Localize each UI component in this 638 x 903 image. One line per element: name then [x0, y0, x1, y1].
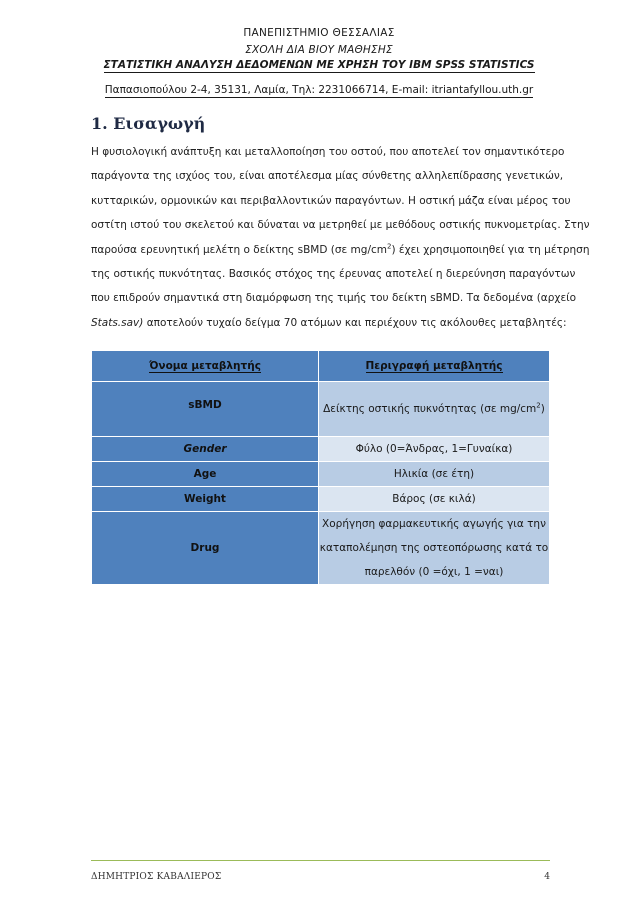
paragraph-line: κυτταρικών, ορμονικών και περιβαλλοντικών παραγόντων. Η οστική μάζα είναι μέρος του	[91, 194, 571, 207]
table-row	[92, 512, 550, 585]
variable-name: Weight	[92, 487, 319, 512]
variable-name: sBMD	[92, 382, 319, 437]
paragraph-line: της οστικής πυκνότητας. Βασικός στόχος της έρευνας αποτελεί η διερεύνηση παραγόντων	[91, 268, 576, 281]
table-row	[92, 487, 550, 512]
variable-name: Gender	[92, 437, 319, 462]
school-name: ΣΧΟΛΗ ΔΙΑ ΒΙΟΥ ΜΑΘΗΣΗΣ	[245, 44, 393, 56]
data-file-name: Stats.sav)	[91, 316, 144, 329]
table-header-row	[92, 351, 550, 382]
paragraph-line: παρούσα ερευνητική μελέτη ο δείκτης sBMD (σε $mg/cm^2$) έχει χρησιμοποιηθεί για τη μέτρηση	[91, 242, 590, 256]
variable-description: Βάρος (σε κιλά)	[319, 487, 550, 512]
variable-description: Φύλο (0=Άνδρας, 1=Γυναίκα)	[319, 437, 550, 462]
variables-table	[91, 350, 550, 585]
variable-description: Χορήγηση φαρμακευτικής αγωγής για την καταπολέμηση της οστεοπόρωσης κατά το παρελθόν (0 =όχι, 1 =ναι)	[319, 512, 550, 585]
paragraph-line: Stats.sav) αποτελούν τυχαίο δείγμα 70 ατόμων και περιέχουν τις ακόλουθες μεταβλητές:	[91, 316, 567, 329]
table-row	[92, 462, 550, 487]
footer-author: ΔΗΜΗΤΡΙΟΣ ΚΑΒΑΛΙΕΡΟΣ	[91, 872, 222, 882]
column-header-name: Όνομα μεταβλητής	[92, 351, 319, 382]
paragraph-line: παράγοντα της ισχύος του, είναι αποτέλεσμα μίας σύνθετης αλληλεπίδρασης γενετικών,	[91, 170, 564, 183]
contact-address: Παπασιοπούλου 2-4, 35131, Λαμία, Τηλ: 2231066714, E-mail: itriantafyllou.uth.gr	[104, 84, 534, 96]
university-name: ΠΑΝΕΠΙΣΤΗΜΙΟ ΘΕΣΣΑΛΙΑΣ	[243, 27, 395, 39]
variable-description: Δείκτης οστικής πυκνότητας (σε $mg/cm^2$)	[319, 382, 550, 437]
variable-name: Drug	[92, 512, 319, 585]
table-row	[92, 437, 550, 462]
paragraph-line: Η φυσιολογική ανάπτυξη και μεταλλοποίηση του οστού, που αποτελεί τον σημαντικότερο	[91, 146, 565, 158]
footer-divider	[91, 860, 550, 861]
intro-paragraph	[91, 140, 590, 335]
column-header-description: Περιγραφή μεταβλητής	[319, 351, 550, 382]
paragraph-line: οστίτη ιστού του σκελετού και δύναται να μετρηθεί με μεθόδους οστικής πυκνομετρίας. Στην	[91, 219, 590, 232]
paragraph-line: που επιδρούν σημαντικά στη διαμόρφωση της τιμής του δείκτη sBMD. Τα δεδομένα (αρχείο	[91, 292, 577, 305]
section-heading: 1. Εισαγωγή	[91, 114, 206, 133]
course-title: ΣΤΑΤΙΣΤΙΚΗ ΑΝΑΛΥΣΗ ΔΕΔΟΜΕΝΩΝ ΜΕ ΧΡΗΣΗ ΤΟΥ IBM SPSS STATISTICS	[103, 59, 535, 71]
variable-description: Ηλικία (σε έτη)	[319, 462, 550, 487]
variable-name: Age	[92, 462, 319, 487]
page-number: 4	[544, 872, 550, 882]
table-row	[92, 382, 550, 437]
